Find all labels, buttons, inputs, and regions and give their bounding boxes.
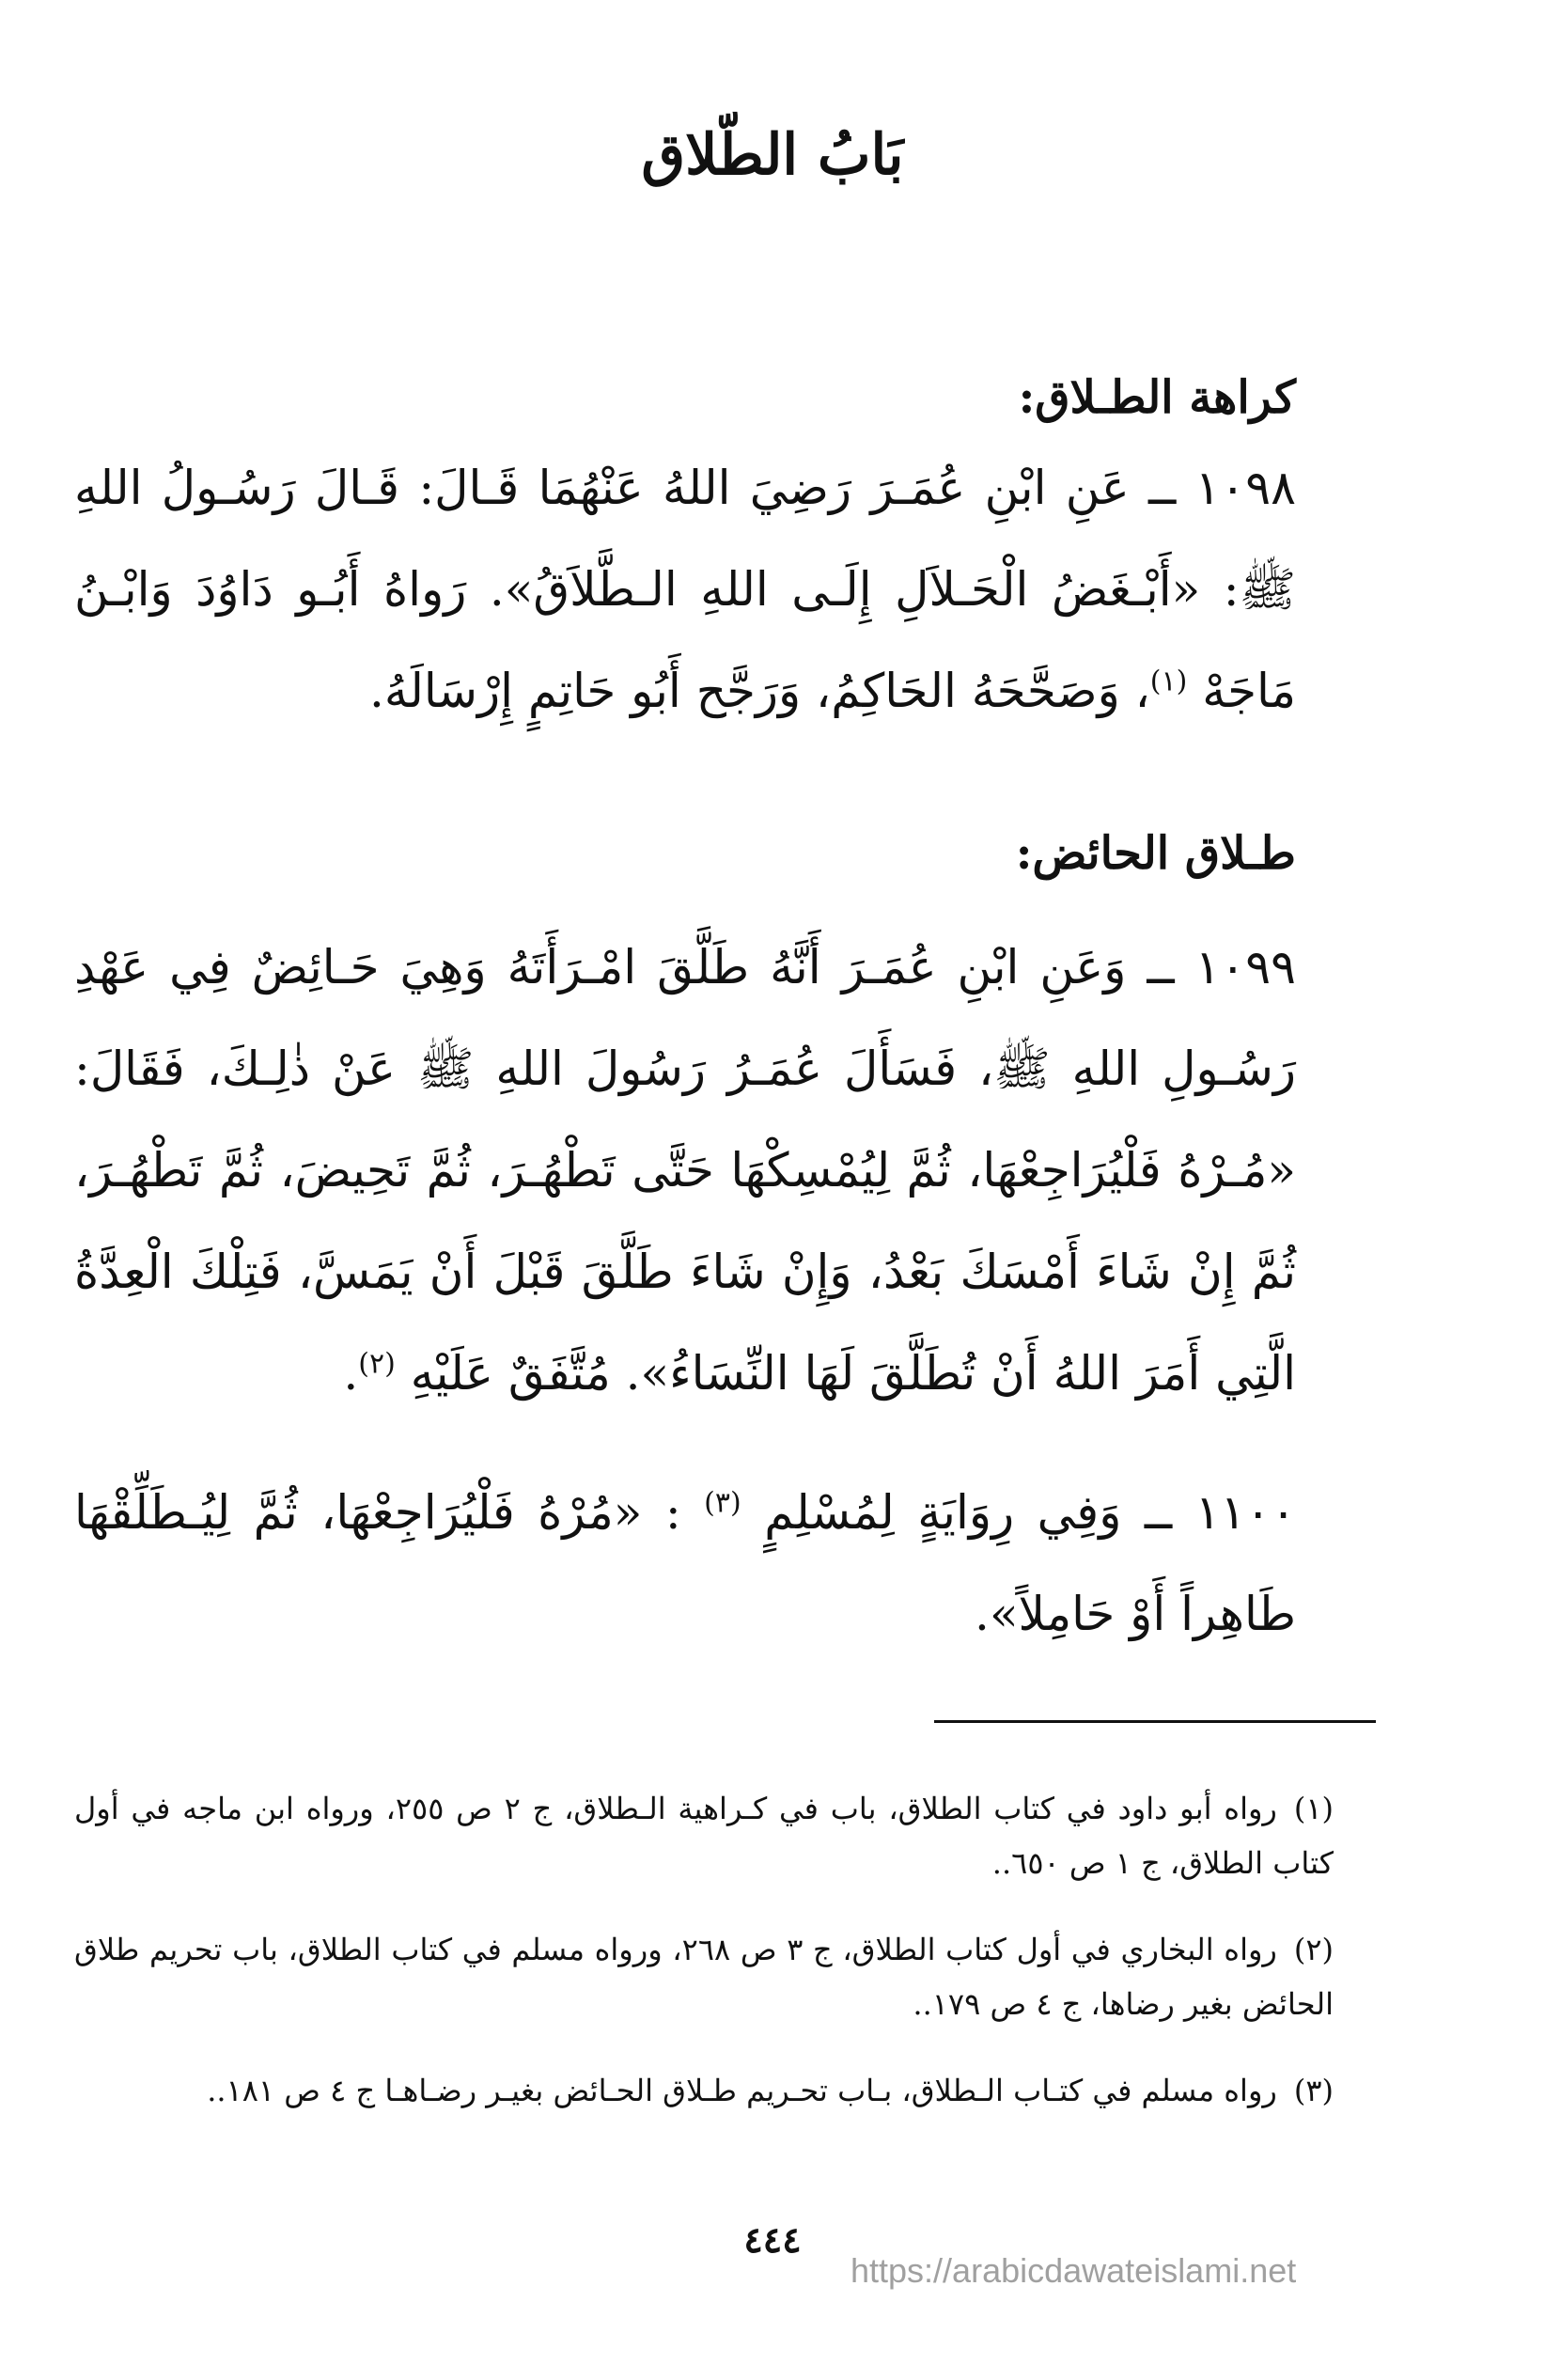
hadith-text: ١٠٩٨ ــ عَنِ ابْنِ عُمَـرَ رَضِيَ اللهُ عَنْهُمَا قَـالَ: قَـالَ رَسُـولُ اللهِ ﷺ: «أَبْـغَضُ الْحَـلاَلِ إِلَـى اللهِ الـطَّلاَقُ». رَواهُ أَبُـو دَاوُدَ وَابْـنُ مَاجَهْ bbox=[74, 461, 1296, 718]
footnote-1 bbox=[74, 1781, 1334, 1890]
footnote-2 bbox=[74, 1922, 1334, 2031]
hadith-1100 bbox=[74, 1462, 1296, 1665]
hadith-tail: . bbox=[343, 1346, 359, 1401]
footnote-number: (٢) bbox=[1293, 1932, 1334, 1967]
section-heading-menstruating-divorce: طـلاق الحائض: bbox=[1015, 827, 1296, 880]
footnote-ref: (٣) bbox=[704, 1486, 741, 1520]
hadith-text: ١٠٩٩ ــ وَعَنِ ابْنِ عُمَـرَ أَنَّهُ طَلَّقَ امْـرَأَتَهُ وَهِيَ حَـائِضٌ فِي عَهْدِ رَسُـولِ اللهِ ﷺ، فَسَأَلَ عُمَـرُ رَسُولَ اللهِ ﷺ عَنْ ذٰلِـكَ، فَقَالَ: «مُـرْهُ فَلْيُرَاجِعْهَا، ثُمَّ لِيُمْسِكْهَا حَتَّى تَطْهُـرَ، ثُمَّ تَحِيضَ، ثُمَّ تَطْهُـرَ، ثُمَّ إِنْ شَاءَ أَمْسَكَ بَعْدُ، وَإِنْ شَاءَ طَلَّقَ قَبْلَ أَنْ يَمَسَّ، فَتِلْكَ الْعِدَّةُ الَّتِي أَمَرَ اللهُ أَنْ تُطَلَّقَ لَهَا النِّسَاءُ». مُتَّفَقٌ عَلَيْهِ bbox=[74, 940, 1296, 1401]
section-heading-disliked-divorce: كراهة الطـلاق: bbox=[1018, 371, 1296, 424]
hadith-text: ١١٠٠ ــ وَفِي رِوَايَةٍ لِمُسْلِمٍ bbox=[764, 1485, 1297, 1540]
footnote-text: رواه مسلم في كتـاب الـطلاق، بـاب تحـريم طـلاق الحـائض بغيـر رضـاهـا ج ٤ ص ١٨١.. bbox=[207, 2073, 1277, 2108]
footnote-text: رواه أبو داود في كتاب الطلاق، باب في كـراهية الـطلاق، ج ٢ ص ٢٥٥، ورواه ابن ماجه في أول كتاب الطلاق، ج ١ ص ٦٥٠.. bbox=[74, 1791, 1334, 1881]
hadith-tail: : «مُرْهُ فَلْيُرَاجِعْهَا، ثُمَّ لِيُـطَلِّقْهَا طَاهِراً أَوْ حَامِلاً». bbox=[74, 1485, 1296, 1641]
footnote-text: رواه البخاري في أول كتاب الطلاق، ج ٣ ص ٢٦٨، ورواه مسلم في كتاب الطلاق، باب تحريم طلاق الحائض بغير رضاها، ج ٤ ص ١٧٩.. bbox=[74, 1932, 1334, 2022]
hadith-tail: ، وَصَحَّحَهُ الحَاكِمُ، وَرَجَّح أَبُو حَاتِمٍ إِرْسَالَهُ. bbox=[368, 664, 1150, 718]
hadith-1098 bbox=[74, 437, 1296, 742]
footnote-number: (١) bbox=[1293, 1791, 1334, 1826]
hadith-1099 bbox=[74, 916, 1296, 1424]
chapter-title: بَابُ الطّلاق bbox=[641, 122, 904, 188]
footnote-number: (٣) bbox=[1293, 2073, 1334, 2108]
footnote-3 bbox=[74, 2063, 1334, 2118]
watermark-url: https://arabicdawateislami.net bbox=[851, 2251, 1297, 2290]
footnote-ref: (١) bbox=[1149, 665, 1188, 698]
footnote-separator bbox=[934, 1720, 1376, 1723]
page-number: ٤٤٤ bbox=[743, 2218, 802, 2261]
footnote-ref: (٢) bbox=[358, 1347, 396, 1381]
